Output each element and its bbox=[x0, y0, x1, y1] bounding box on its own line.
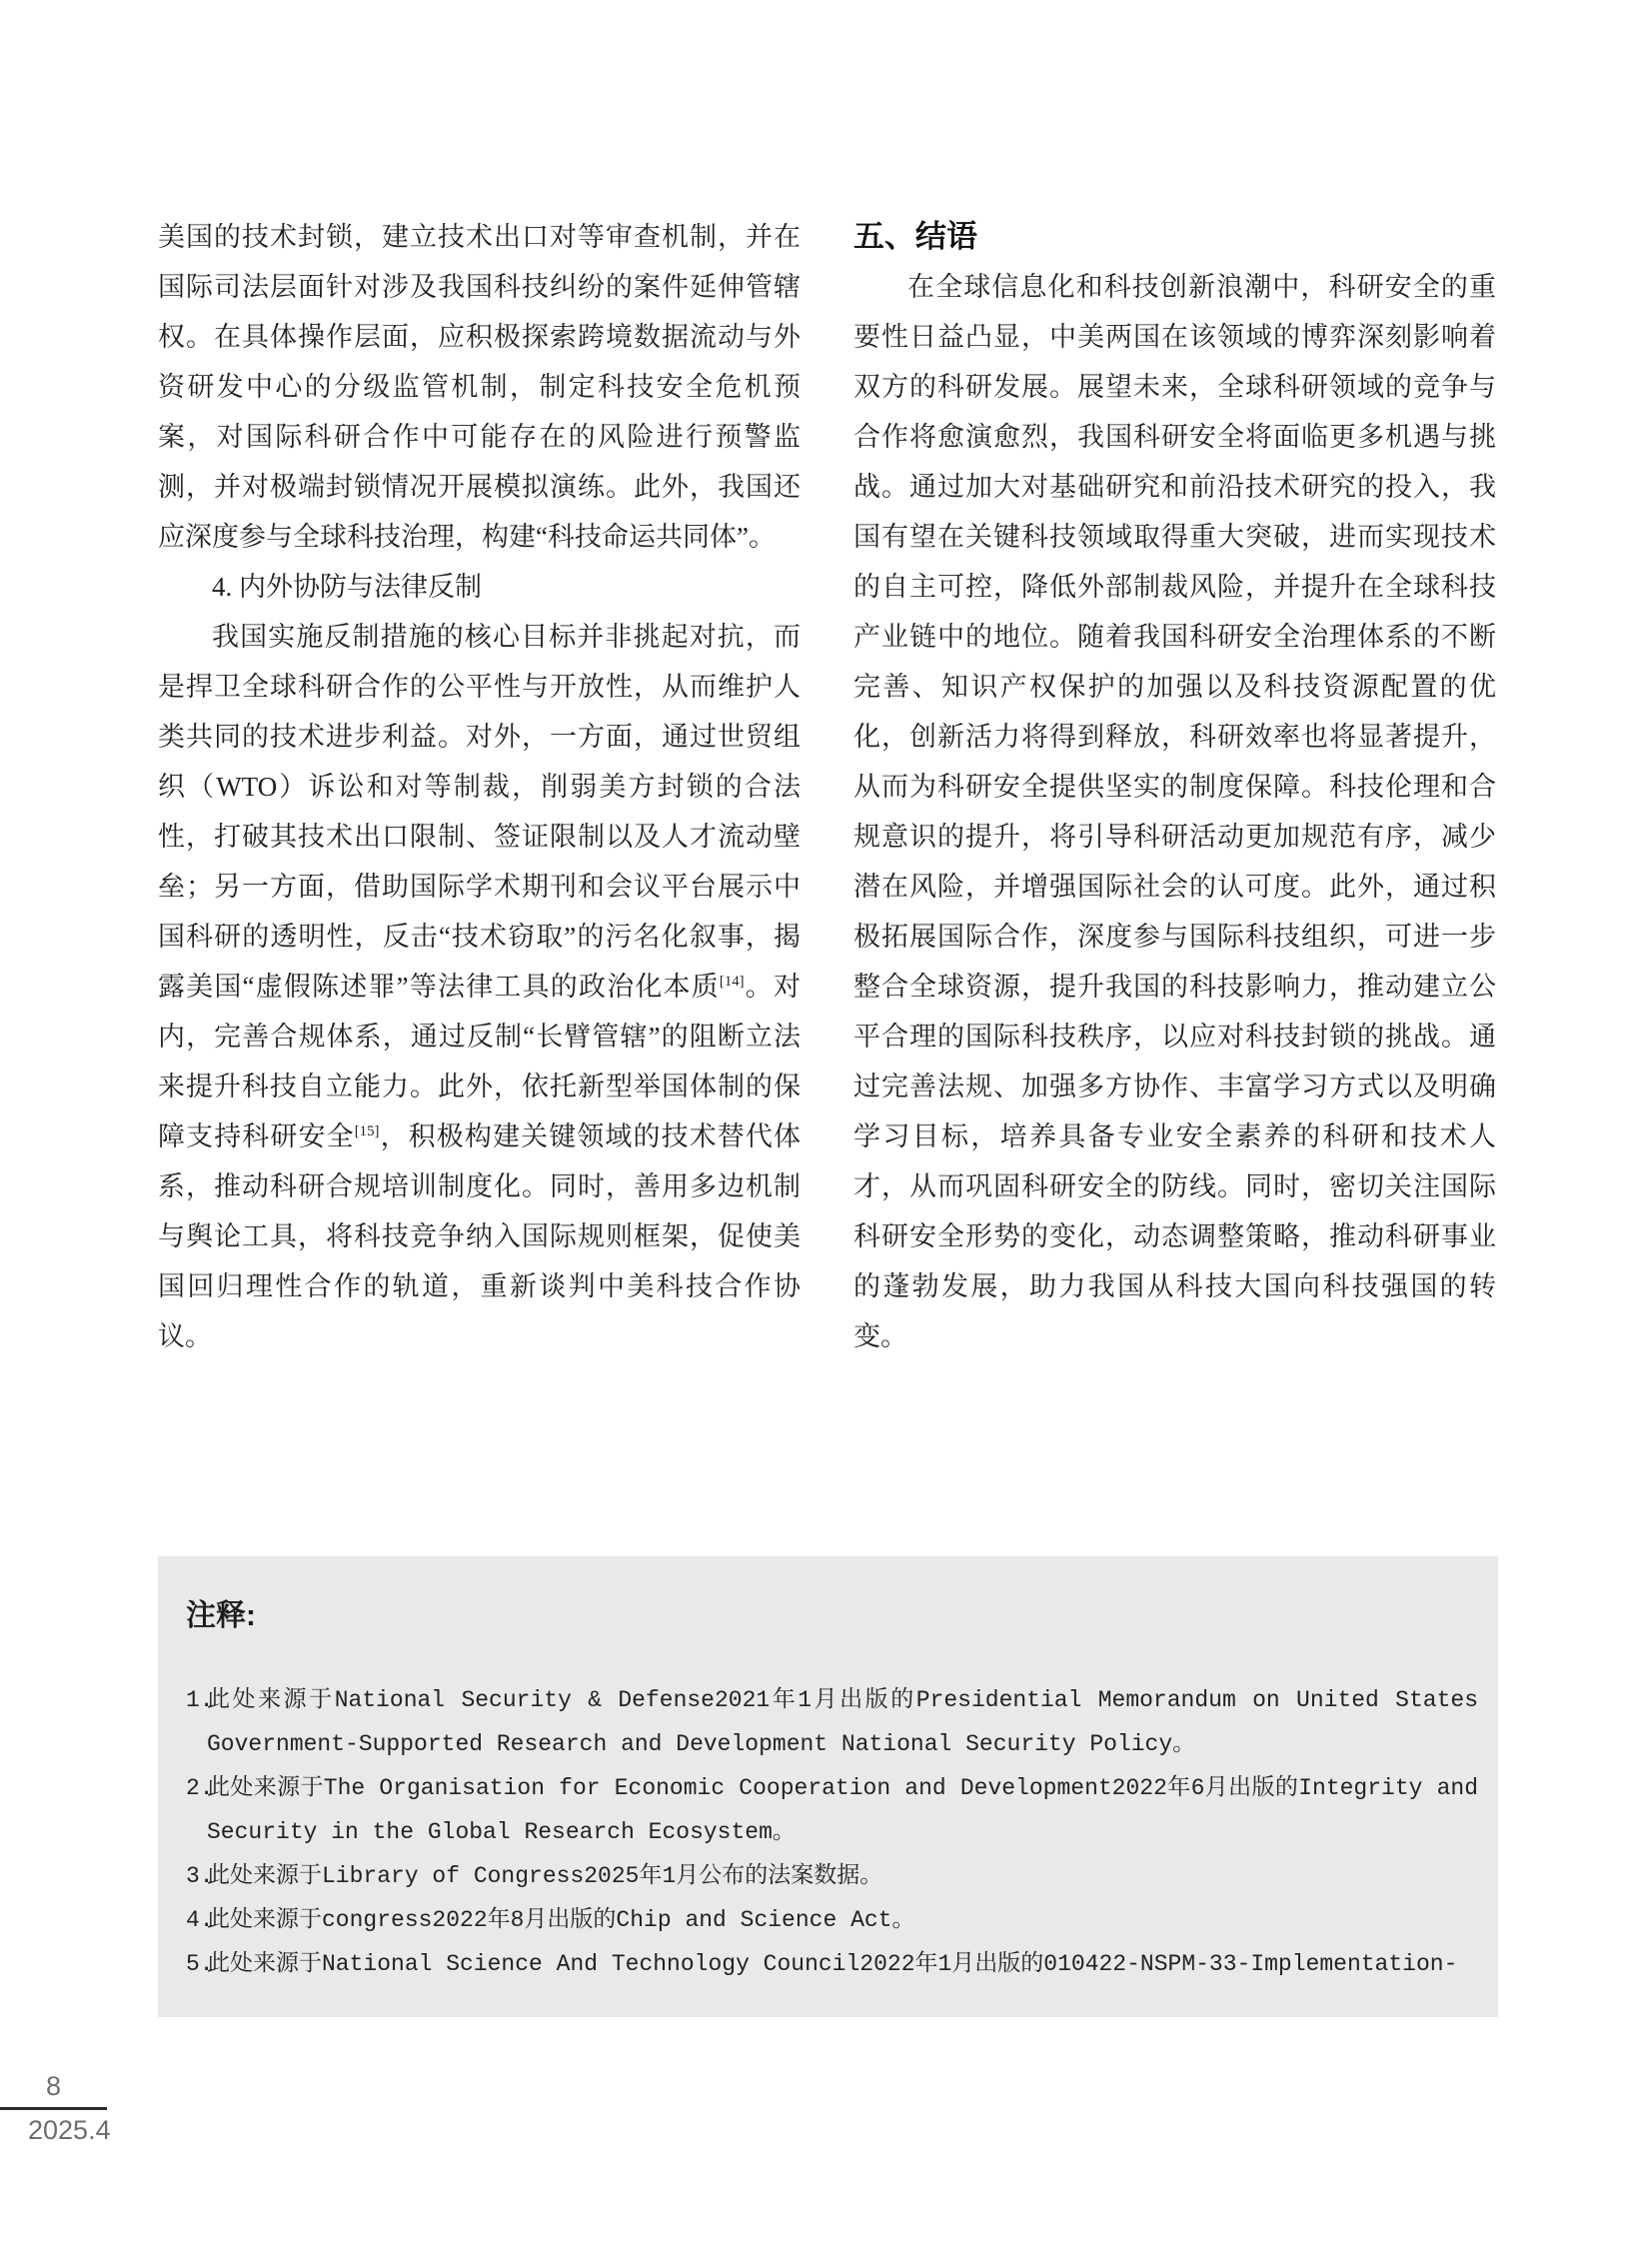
note-text: 此处来源于congress2022年8月出版的Chip and Science Act。 bbox=[207, 1907, 915, 1933]
section-heading-conclusion: 五、结语 bbox=[853, 219, 977, 254]
right-column-body bbox=[853, 262, 1496, 1361]
page-number: 8 bbox=[45, 2071, 62, 2101]
subsection-heading: 4. 内外协防与法律反制 bbox=[212, 572, 482, 602]
paragraph: 在全球信息化和科技创新浪潮中，科研安全的重要性日益凸显，中美两国在该领域的博弈深刻影响着双方的科研发展。展望未来，全球科研领域的竞争与合作将愈演愈烈，我国科研安全将面临更多机遇与挑战。通过加大对基础研究和前沿技术研究的投入，我国有望在关键科技领域取得重大突破，进而实现技术的自主可控，降低外部制裁风险，并提升在全球科技产业链中的地位。随着我国科研安全治理体系的不断完善、知识产权保护的加强以及科技资源配置的优化，创新活力将得到释放，科研效率也将显著提升，从而为科研安全提供坚实的制度保障。科技伦理和合规意识的提升，将引导科研活动更加规范有序，减少潜在风险，并增强国际社会的认可度。此外，通过积极拓展国际合作，深度参与国际科技组织，可进一步整合全球资源，提升我国的科技影响力，推动建立公平合理的国际科技秩序，以应对科技封锁的挑战。通过完善法规、加强多方协作、丰富学习方式以及明确学习目标，培养具备专业安全素养的科研和技术人才，从而巩固科研安全的防线。同时，密切关注国际科研安全形势的变化，动态调整策略，推动科研事业的蓬勃发展，助力我国从科技大国向科技强国的转变。 bbox=[853, 272, 1496, 1351]
note-text: 此处来源于Library of Congress2025年1月公布的法案数据。 bbox=[207, 1863, 883, 1889]
left-column bbox=[158, 212, 801, 1361]
notes-title: 注释: bbox=[186, 1599, 256, 1632]
notes-list bbox=[186, 1678, 1478, 1986]
note-text: 此处来源于The Organisation for Economic Cooperation and Development2022年6月出版的Integrity and Security in the Global Research Ecosystem。 bbox=[207, 1775, 1478, 1845]
note-text: 此处来源于National Science And Technology Council2022年1月出版的010422-NSPM-33-Implementation- bbox=[207, 1951, 1458, 1977]
issue-label: 2025.4 bbox=[28, 2115, 111, 2145]
note-number: 2. bbox=[186, 1775, 214, 1801]
footnote-ref: [15] bbox=[354, 1123, 380, 1139]
note-number: 3. bbox=[186, 1863, 214, 1889]
notes-box bbox=[158, 1556, 1498, 2017]
note-text: 此处来源于National Security & Defense2021年1月出版的Presidential Memorandum on United States Government-Supported Research and Development National Security Policy。 bbox=[207, 1687, 1478, 1757]
paragraph: 我国实施反制措施的核心目标并非挑起对抗，而是捍卫全球科研合作的公平性与开放性，从而维护人类共同的技术进步利益。对外，一方面，通过世贸组织（WTO）诉讼和对等制裁，削弱美方封锁的合法性，打破其技术出口限制、签证限制以及人才流动壁垒；另一方面，借助国际学术期刊和会议平台展示中国科研的透明性，反击“技术窃取”的污名化叙事，揭露美国“虚假陈述罪”等法律工具的政治化本质[14]。对内，完善合规体系，通过反制“长臂管辖”的阻断立法来提升科技自立能力。此外，依托新型举国体制的保障支持科研安全[15]，积极构建关键领域的技术替代体系，推动科研合规培训制度化。同时，善用多边机制与舆论工具，将科技竞争纳入国际规则框架，促使美国回归理性合作的轨道，重新谈判中美科技合作协议。 bbox=[158, 622, 802, 1351]
paragraph: 美国的技术封锁，建立技术出口对等审查机制，并在国际司法层面针对涉及我国科技纠纷的案件延伸管辖权。在具体操作层面，应积极探索跨境数据流动与外资研发中心的分级监管机制，制定科技安全危机预案，对国际科研合作中可能存在的风险进行预警监测，并对极端封锁情况开展模拟演练。此外，我国还应深度参与全球科技治理，构建“科技命运共同体”。 bbox=[158, 222, 801, 552]
right-column bbox=[853, 212, 1496, 1361]
note-number: 1. bbox=[186, 1687, 214, 1713]
note-item bbox=[186, 1678, 1478, 1766]
note-number: 4. bbox=[186, 1907, 214, 1933]
note-number: 5. bbox=[186, 1951, 214, 1977]
note-item bbox=[186, 1854, 1478, 1898]
note-item bbox=[186, 1942, 1478, 1986]
note-item bbox=[186, 1898, 1478, 1942]
footer-rule bbox=[0, 2107, 107, 2110]
footnote-ref: [14] bbox=[719, 974, 745, 990]
note-item bbox=[186, 1766, 1478, 1854]
